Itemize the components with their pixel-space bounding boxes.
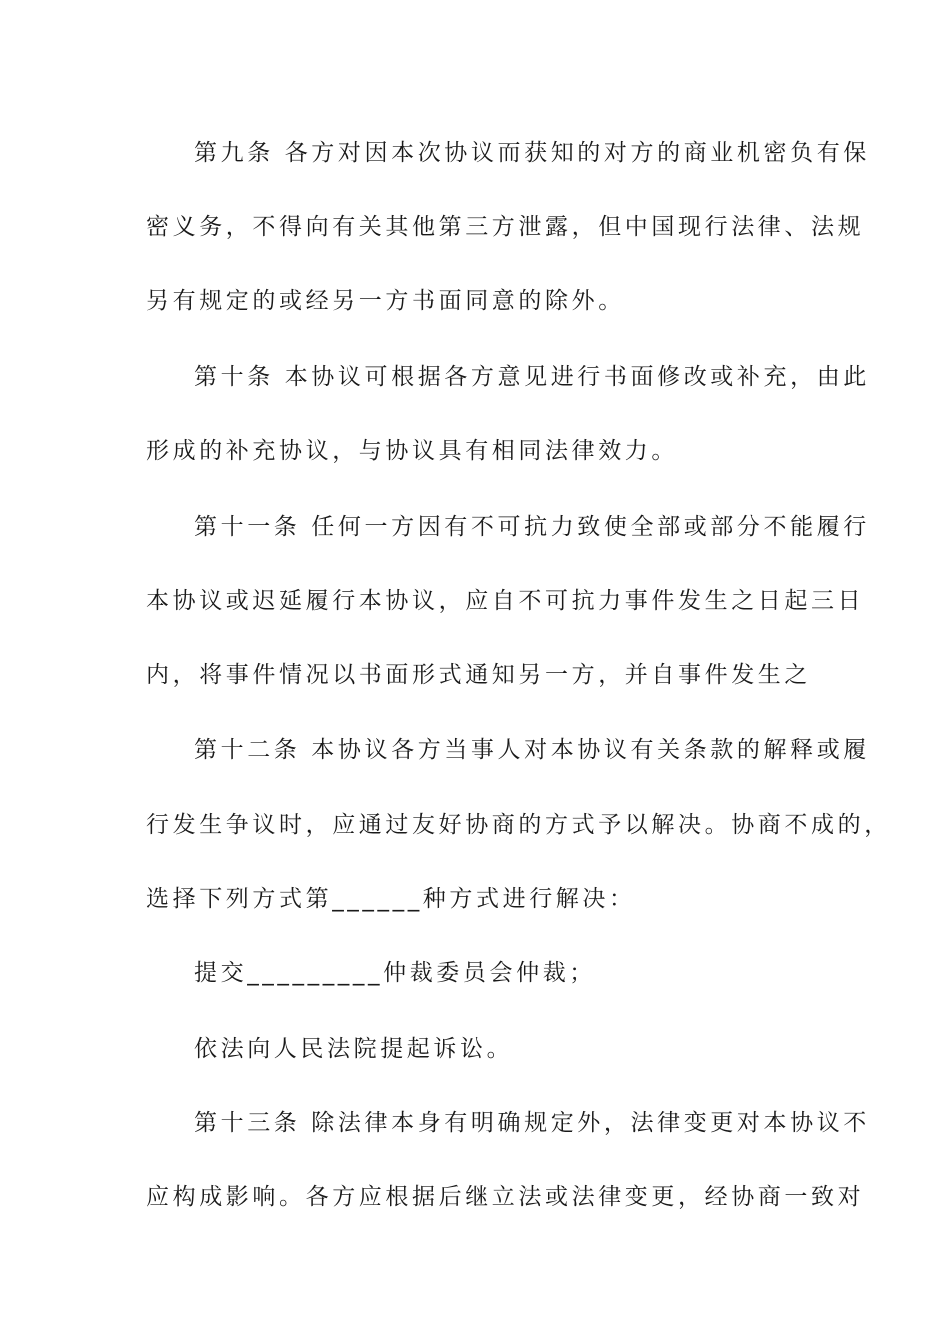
article-9-line-1: 第九条 各方对因本次协议而获知的对方的商业机密负有保 — [194, 140, 870, 166]
article-12-line-2: 行发生争议时，应通过友好协商的方式予以解决。协商不成的， — [146, 812, 891, 838]
article-12-option-1: 提交_________仲裁委员会仲裁； — [194, 960, 596, 986]
article-10-line-1: 第十条 本协议可根据各方意见进行书面修改或补充，由此 — [194, 364, 870, 390]
article-12-option-2: 依法向人民法院提起诉讼。 — [194, 1036, 514, 1062]
article-10-line-2: 形成的补充协议，与协议具有相同法律效力。 — [146, 438, 678, 464]
article-9-line-2: 密义务，不得向有关其他第三方泄露，但中国现行法律、法规 — [146, 214, 865, 240]
article-13-line-2: 应构成影响。各方应根据后继立法或法律变更，经协商一致对 — [146, 1184, 865, 1210]
article-11-line-3: 内，将事件情况以书面形式通知另一方，并自事件发生之 — [146, 662, 811, 688]
article-11-line-1: 第十一条 任何一方因有不可抗力致使全部或部分不能履行 — [194, 514, 870, 540]
article-12-line-1: 第十二条 本协议各方当事人对本协议有关条款的解释或履 — [194, 737, 870, 763]
article-9-line-3: 另有规定的或经另一方书面同意的除外。 — [146, 288, 625, 314]
article-12-line-3: 选择下列方式第______种方式进行解决： — [146, 886, 636, 912]
article-11-line-2: 本协议或迟延履行本协议，应自不可抗力事件发生之日起三日 — [146, 588, 865, 614]
article-13-line-1: 第十三条 除法律本身有明确规定外，法律变更对本协议不 — [194, 1110, 870, 1136]
